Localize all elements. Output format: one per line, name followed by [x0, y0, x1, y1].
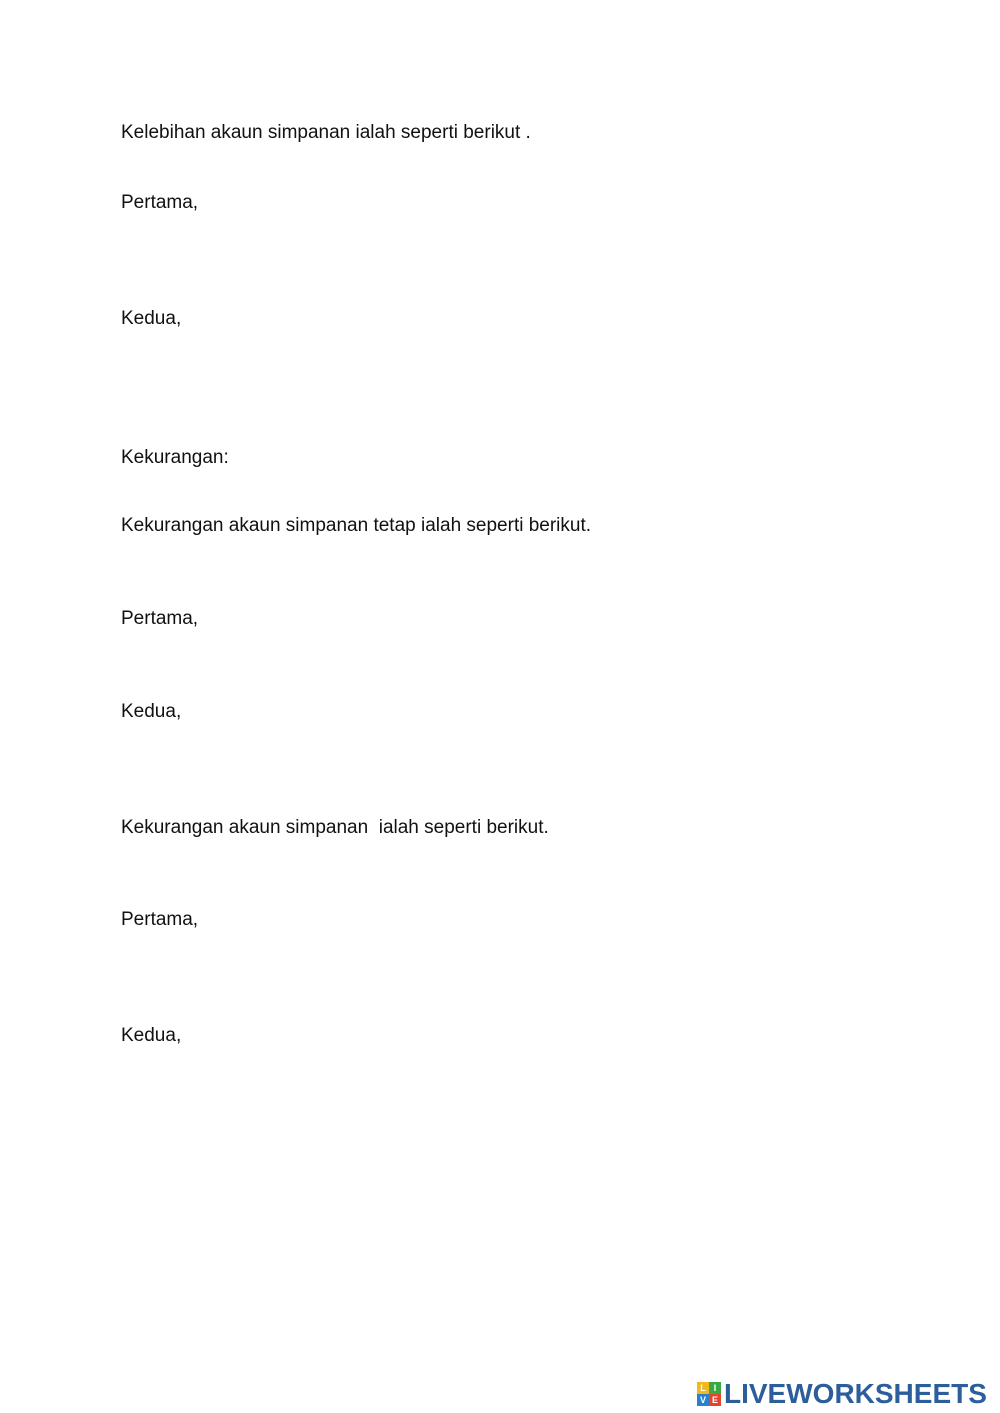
heading-kekurangan-akaun-simpanan-tetap: Kekurangan akaun simpanan tetap ialah seperti berikut. [121, 515, 592, 536]
logo-letter-l: L [697, 1382, 709, 1394]
liveworksheets-logo-icon [697, 1382, 721, 1406]
label-kedua: Kedua, [121, 1025, 182, 1046]
logo-letter-e: E [709, 1394, 721, 1406]
liveworksheets-brand [697, 1378, 987, 1410]
heading-kekurangan: Kekurangan: [121, 447, 229, 468]
brand-text: LIVEWORKSHEETS [724, 1378, 987, 1409]
label-pertama: Pertama, [121, 192, 199, 213]
label-kedua: Kedua, [121, 308, 182, 329]
label-pertama: Pertama, [121, 909, 199, 930]
heading-kelebihan-akaun-simpanan: Kelebihan akaun simpanan ialah seperti berikut . [121, 122, 531, 143]
logo-letter-v: V [697, 1394, 709, 1406]
label-kedua: Kedua, [121, 701, 182, 722]
heading-kekurangan-akaun-simpanan: Kekurangan akaun simpanan ialah seperti berikut. [121, 817, 549, 838]
label-pertama: Pertama, [121, 608, 199, 629]
logo-letter-i: I [709, 1382, 721, 1394]
